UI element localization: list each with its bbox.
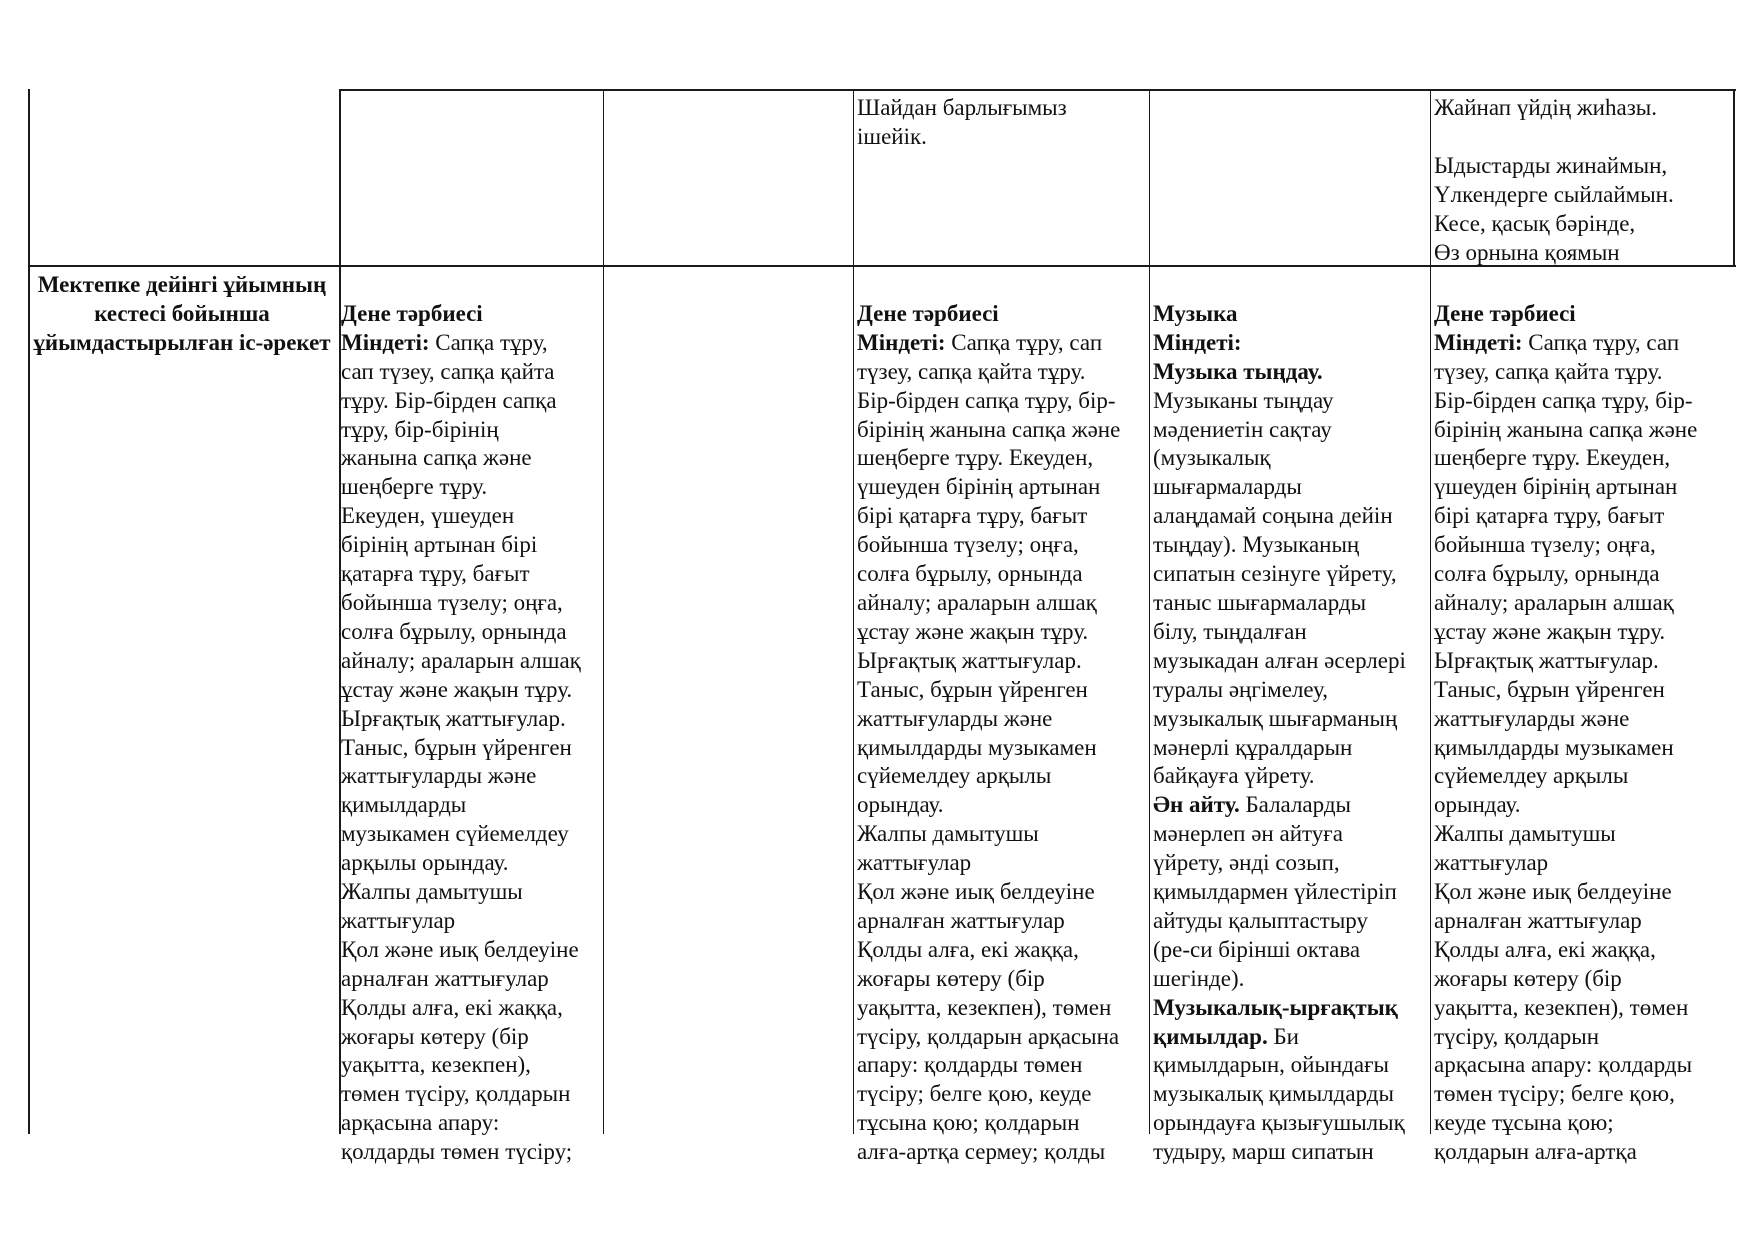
table-right-border — [1733, 89, 1735, 266]
top-row-col5-text: Жайнап үйдің жиһазы. Ыдыстарды жинаймын, Үлкендерге сыйлаймын. Кесе, қасық бәрінде, Өз орнына қоямын — [1434, 95, 1674, 265]
col1-body: сап түзеу, сапқа қайта тұру. Бір-бірден сапқа тұру, бір-бірінің жанына сапқа және шеңберге тұру. Екеуден, үшеуден бірінің артынан бірі қатарға тұру, бағыт бойынша түзелу; оңға, солға бұрылу, орнында айналу; араларын алшақ ұстау және жақын тұру. Ырғақтық жаттығулар. Таныс, бұрын үйренген жаттығуларды және қимылдарды музыкамен сүйемелдеу арқылы орындау. Жалпы дамытушы жаттығулар Қол және иық белдеуіне арналған жаттығулар Қолды алға, екі жаққа, жоғары көтеру (бір уақытта, кезекпен), төмен түсіру, қолдарын арқасына апару: қолдарды төмен түсіру; — [341, 358, 581, 1165]
col5-task-label: Міндеті: — [1434, 329, 1523, 355]
col4-listen-body: Музыканы тыңдау мәдениетін сақтау (музыкалық шығармаларды алаңдамай соңына дейін тыңдау). Музыканың сипатын сезінуге үйрету, таныс шығармаларды білу, тыңдалған музыкадан алған әсерлері туралы әңгімелеу, музыкалық шығарманың мәнерлі құралдарын байқауға үйрету. — [1153, 387, 1406, 789]
col3-title: Дене тәрбиесі — [857, 300, 999, 326]
table-top-border — [339, 89, 1736, 91]
col4-sing-first: Балаларды — [1239, 792, 1351, 818]
col4-rhythm-label-1: Музыкалық-ырғақтық — [1153, 994, 1398, 1020]
column-divider-3 — [853, 89, 854, 1134]
col5-cell — [1434, 271, 1732, 1165]
table-left-border — [28, 89, 30, 1134]
col5-title: Дене тәрбиесі — [1434, 300, 1576, 326]
col3-body: түзеу, сапқа қайта тұру. Бір-бірден сапқа тұру, бір- бірінің жанына сапқа және шеңберге тұру. Екеуден, үшеуден бірінің артынан бірі қатарға тұру, бағыт бойынша түзелу; оңға, солға бұрылу, орнында айналу; араларын алшақ ұстау және жақын тұру. Ырғақтық жаттығулар. Таныс, бұрын үйренген жаттығуларды және қимылдарды музыкамен сүйемелдеу арқылы орындау. Жалпы дамытушы жаттығулар Қол және иық белдеуіне арналған жаттығулар Қолды алға, екі жаққа, жоғары көтеру (бір уақытта, кезекпен), төмен түсіру, қолдарын арқасына апару: қолдарды төмен түсіру; белге қою, кеуде тұсына қою; қолдарын алға-артқа сермеу; қолды — [857, 358, 1121, 1165]
column-divider-2 — [603, 89, 604, 1134]
col4-title: Музыка — [1153, 300, 1238, 326]
col1-task-label: Міндеті: — [341, 329, 430, 355]
col5-body: түзеу, сапқа қайта тұру. Бір-бірден сапқа тұру, бір- бірінің жанына сапқа және шеңберге тұру. Екеуден, үшеуден бірінің артынан бірі қатарға тұру, бағыт бойынша түзелу; оңға, солға бұрылу, орнында айналу; араларын алшақ ұстау және жақын тұру. Ырғақтық жаттығулар. Таныс, бұрын үйренген жаттығуларды және қимылдарды музыкамен сүйемелдеу арқылы орындау. Жалпы дамытушы жаттығулар Қол және иық белдеуіне арналған жаттығулар Қолды алға, екі жаққа, жоғары көтеру (бір уақытта, кезекпен), төмен түсіру, қолдарын арқасына апару: қолдарды төмен түсіру; белге қою, кеуде тұсына қою; қолдарын алға-артқа — [1434, 358, 1698, 1165]
column-divider-4 — [1149, 89, 1150, 1134]
col3-cell — [857, 271, 1149, 1165]
col4-listen-label: Музыка тыңдау. — [1153, 358, 1323, 384]
col3-task-label: Міндеті: — [857, 329, 946, 355]
row-header: Мектепке дейінгі ұйымның кестесі бойынша ұйымдастырылған іс-әрекет — [33, 272, 331, 355]
col3-first-line: Сапқа тұру, сап — [945, 329, 1103, 355]
col4-sing-label: Ән айту. — [1153, 792, 1240, 818]
col4-rhythm-label-2: қимылдар. — [1153, 1023, 1268, 1049]
col4-task-label: Міндеті: — [1153, 329, 1242, 355]
col4-rhythm-body: қимылдарын, ойындағы музыкалық қимылдарды орындауға қызығушылық тудыру, марш сипатын — [1153, 1052, 1405, 1165]
col4-cell — [1153, 271, 1430, 1165]
col4-sing-body: мәнерлеп ән айтуға үйрету, әнді созып, қимылдармен үйлестіріп айтуды қалыптастыру (ре-си бірінші октава шегінде). — [1153, 821, 1397, 991]
col1-first-line: Сапқа тұру, — [429, 329, 548, 355]
col4-rhythm-first: Би — [1267, 1023, 1299, 1049]
col1-title: Дене тәрбиесі — [341, 300, 483, 326]
top-row-col3-text: Шайдан барлығымыз ішейік. — [857, 95, 1067, 149]
column-divider-5 — [1430, 89, 1431, 1134]
col5-first-line: Сапқа тұру, сап — [1522, 329, 1680, 355]
col1-cell — [341, 271, 603, 1165]
